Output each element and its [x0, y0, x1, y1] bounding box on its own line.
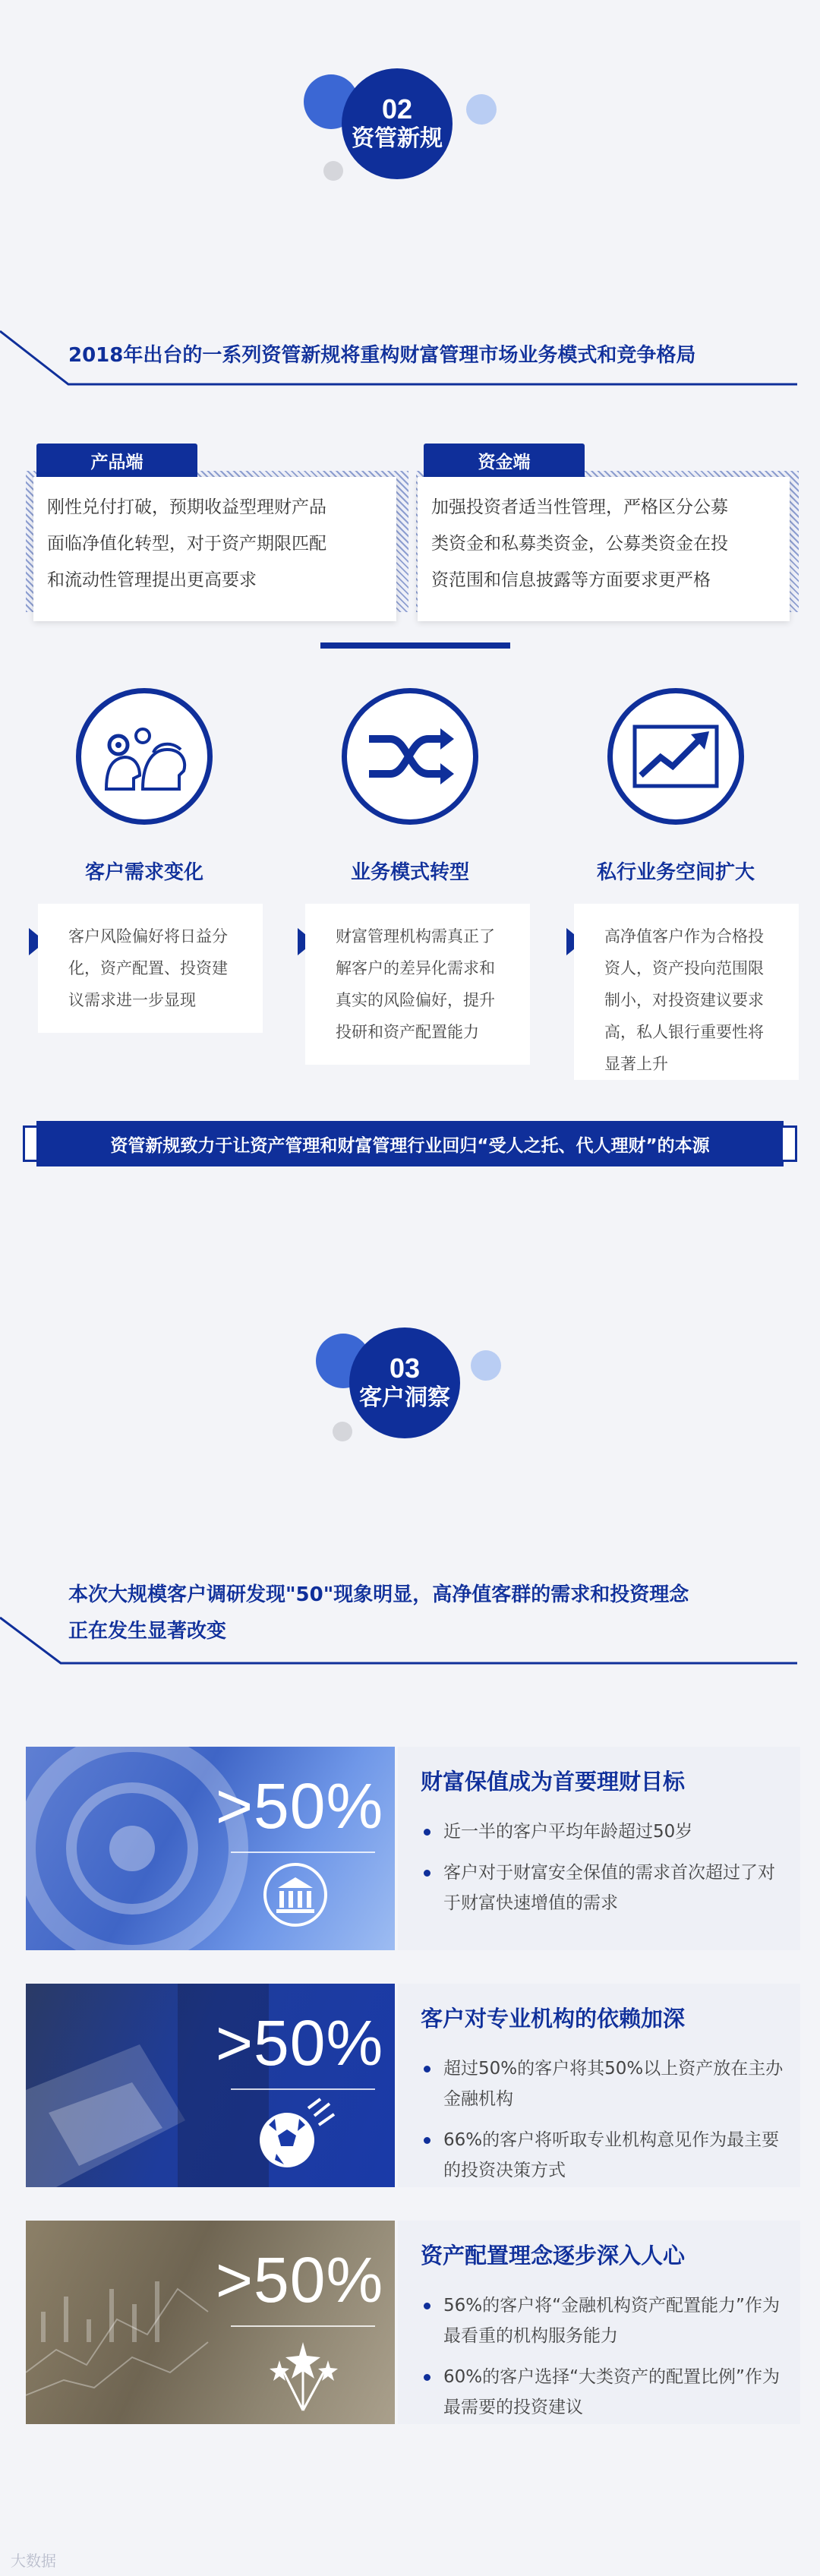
list-item: 超过50%的客户将其50%以上资产放在主办金融机构	[422, 2054, 787, 2114]
bank-building-icon	[261, 1861, 330, 1929]
list-item: 60%的客户选择“大类资产的配置比例”作为最需要的投资建议	[422, 2362, 787, 2423]
section-number-badge	[349, 1327, 460, 1438]
section-number-badge	[342, 68, 453, 179]
insight-title: 资产配置理念逐步深入人心	[421, 2243, 686, 2268]
list-item: 56%的客户将“金融机构资产配置能力”作为最看重的机构服务能力	[422, 2290, 787, 2351]
fund-line: 类资金和私募类资金，公募类资金在投	[431, 534, 728, 554]
section-number: 02	[381, 93, 413, 125]
column-title: 业务模式转型	[350, 861, 469, 884]
fund-line: 加强投资者适当性管理，严格区分公募	[431, 497, 728, 517]
decor-bubble-grey	[333, 1422, 352, 1441]
list-item: 66%的客户将听取专业机构意见作为最主要的投资决策方式	[422, 2125, 787, 2186]
column-line: 真实的风险偏好，提升	[336, 991, 495, 1009]
insight-image-panel	[26, 1747, 395, 1950]
section-title: 资管新规	[352, 125, 443, 153]
column-line: 解客户的差异化需求和	[336, 959, 495, 977]
decor-bubble-grey	[323, 161, 343, 181]
product-line: 刚性兑付打破，预期收益型理财产品	[47, 497, 326, 517]
percent-value: >50%	[216, 1770, 384, 1842]
section-badge-02	[304, 68, 516, 205]
insight-info-panel	[398, 1984, 800, 2187]
column-line: 制小，对投资建议要求	[604, 991, 764, 1009]
column-line: 显著上升	[604, 1055, 668, 1073]
list-item: 近一半的客户平均年龄超过50岁	[422, 1817, 787, 1847]
column-title: 客户需求变化	[84, 861, 203, 884]
column-line: 财富管理机构需真正了	[336, 927, 495, 945]
column-title: 私行业务空间扩大	[596, 861, 755, 884]
mission-banner: 资管新规致力于让资产管理和财富管理行业回归“受人之托、代人理财”的本源	[36, 1121, 784, 1166]
column-line: 高净值客户作为合格投	[604, 927, 764, 945]
section-badge-03	[316, 1327, 528, 1464]
insight-title: 财富保值成为首要理财目标	[421, 1769, 686, 1795]
column-card	[305, 904, 530, 1065]
fireworks-icon	[261, 2334, 345, 2418]
product-line: 和流动性管理提出更高要求	[47, 570, 257, 590]
column-card	[574, 904, 799, 1080]
decor-bubble-light	[471, 1350, 501, 1381]
column-line: 客户风险偏好将日益分	[68, 927, 228, 945]
section-headline: 2018年出台的一系列资管新规将重构财富管理市场业务模式和竞争格局	[68, 344, 696, 367]
insight-info-panel	[398, 2221, 800, 2424]
rising-chart-icon	[607, 688, 744, 825]
column-line: 议需求进一步显现	[68, 991, 196, 1009]
customer-heads-gears-icon	[76, 688, 213, 825]
headline-line: 正在发生显著改变	[68, 1620, 227, 1643]
fund-line: 资范围和信息披露等方面要求更严格	[431, 570, 711, 590]
column-line: 高，私人银行重要性将	[604, 1023, 764, 1041]
section-number: 03	[389, 1352, 421, 1384]
insight-list	[422, 1817, 787, 1929]
watermark: 大数据	[11, 2552, 56, 2570]
column-line: 资人，资产投向范围限	[604, 959, 764, 977]
shuffle-arrows-icon	[342, 688, 478, 825]
list-item: 客户对于财富安全保值的需求首次超过了对于财富快速增值的需求	[422, 1858, 787, 1918]
section-title: 客户洞察	[359, 1384, 450, 1412]
insight-title: 客户对专业机构的依赖加深	[421, 2006, 686, 2031]
insight-image-panel	[26, 2221, 395, 2424]
fund-tab: 资金端	[424, 444, 585, 477]
product-line: 面临净值化转型，对于资产期限匹配	[47, 534, 326, 554]
box-connector	[320, 642, 510, 649]
soccer-ball-icon	[254, 2098, 337, 2174]
column-line: 投研和资产配置能力	[336, 1023, 479, 1041]
section-headline	[68, 1577, 812, 1649]
percent-value: >50%	[216, 2007, 384, 2079]
percent-value: >50%	[216, 2244, 384, 2316]
insight-list	[422, 2054, 787, 2196]
percent-underline	[231, 2088, 375, 2090]
decor-bubble-light	[466, 94, 497, 125]
banner-cap-right	[781, 1125, 797, 1162]
percent-underline	[231, 2325, 375, 2327]
insight-info-panel	[398, 1747, 800, 1950]
headline-line: 本次大规模客户调研发现"50"现象明显，高净值客群的需求和投资理念	[68, 1583, 689, 1606]
product-tab: 产品端	[36, 444, 197, 477]
fund-box	[418, 477, 790, 621]
insight-list	[422, 2290, 787, 2433]
percent-underline	[231, 1852, 375, 1853]
insight-image-panel	[26, 1984, 395, 2187]
column-card	[38, 904, 263, 1033]
product-box	[33, 477, 396, 621]
column-line: 化，资产配置、投资建	[68, 959, 228, 977]
